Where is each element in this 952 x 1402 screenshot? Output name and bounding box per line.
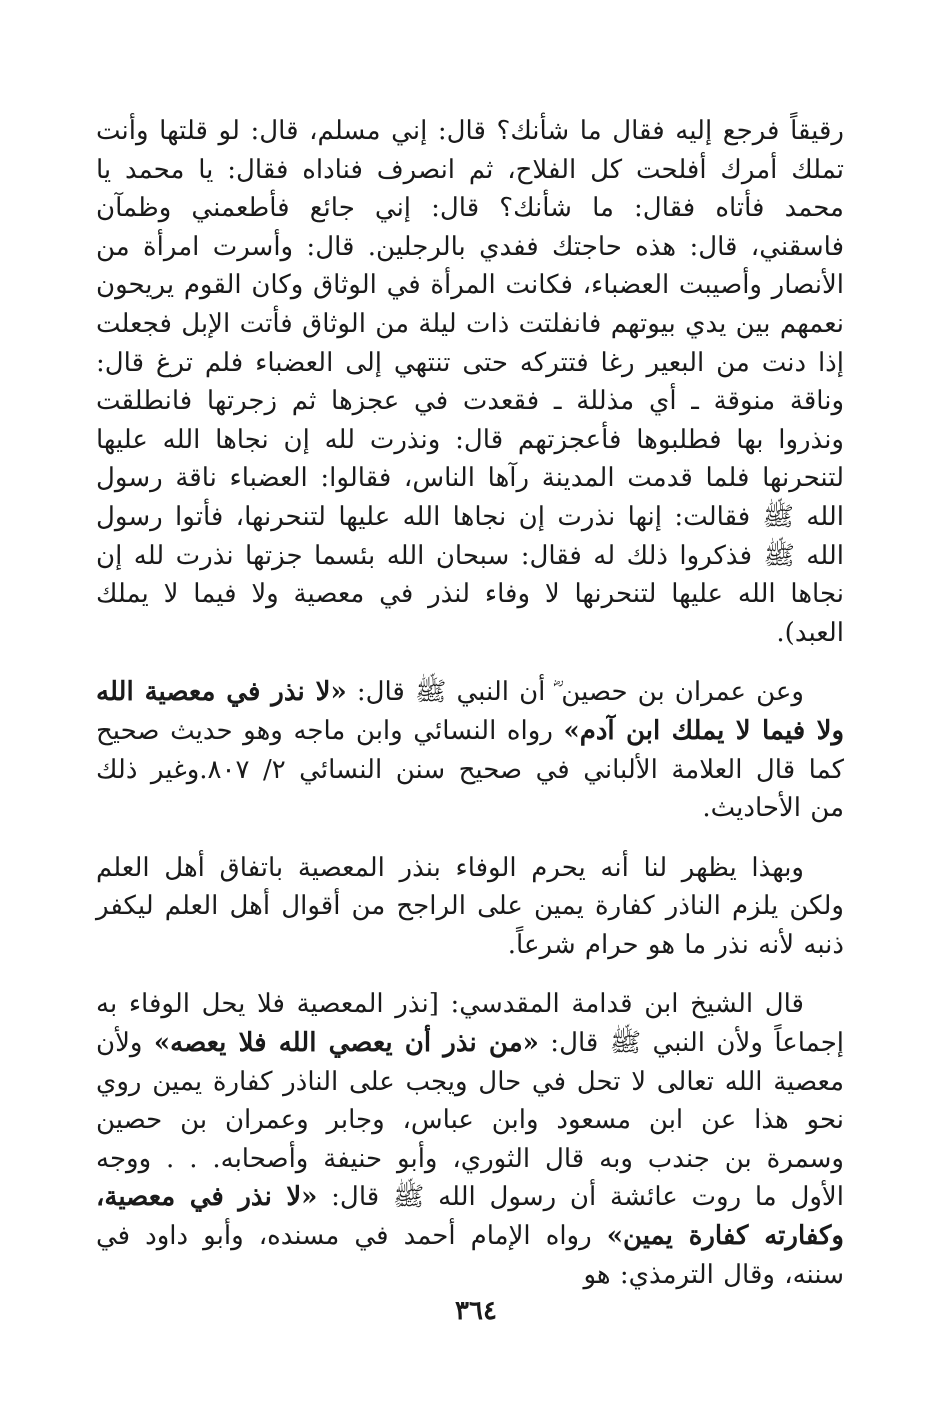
paragraph-2-text-a: وعن عمران بن حصين ؓ أن النبي ﷺ قال: — [346, 677, 804, 708]
paragraph-1-text: رقيقاً فرجع إليه فقال ما شأنك؟ قال: إني مسلم، قال: لو قلتها وأنت تملك أمرك أفلحت كل الفلاح، ثم انصرف فناداه فقال: يا محمد يا محمد فأتاه فقال: ما شأنك؟ قال: إني جائع فأطعمني وظمآن فاسقني، قال: هذه حاجتك ففدي بالرجلين. قال: وأسرت امرأة من الأنصار وأصيبت العضباء، فكانت المرأة في الوثاق وكان القوم يريحون نعمهم بين يدي بيوتهم فانفلتت ذات ليلة من الوثاق فأتت الإبل فجعلت إذا دنت من البعير رغا فتتركه حتى تنتهي إلى العضباء فلم ترغ قال: وناقة منوقة ـ أي مذللة ـ فقعدت في عجزها ثم زجرتها فانطلقت ونذروا بها فطلبوها فأعجزتهم قال: ونذرت لله إن نجاها الله عليها لتنحرنها فلما قدمت المدينة رآها الناس، فقالوا: العضباء ناقة رسول الله ﷺ فقالت: إنها نذرت إن نجاها الله عليها لتنحرنها، فأتوا رسول الله ﷺ فذكروا ذلك له فقال: سبحان الله بئسما جزتها نذرت لله إن نجاها الله عليها لتنحرنها لا وفاء لنذر في معصية ولا فيما لا يملك العبد). — [96, 116, 844, 648]
hadith-quote-1: «لا نذر في معصية الله ولا فيما لا يملك ابن آدم» — [96, 677, 844, 746]
paragraph-4-text-b: ولأن معصية الله تعالى لا تحل في حال ويجب على الناذر كفارة يمين روي نحو هذا عن ابن مسعود وابن عباس، وجابر وعمران بن حصين وسمرة بن جندب وبه قال الثوري، وأبو حنيفة وأصحابه. . . ووجه الأول ما روت عائشة أن رسول الله ﷺ قال: — [96, 1028, 844, 1213]
paragraph-2 — [96, 673, 844, 827]
paragraph-3-text: وبهذا يظهر لنا أنه يحرم الوفاء بنذر المعصية باتفاق أهل العلم ولكن يلزم الناذر كفارة يمين على الراجح من أقوال أهل العلم ليكفر ذنبه لأنه نذر ما هو حرام شرعاً. — [96, 852, 844, 960]
paragraph-2-text-b: رواه النسائي وابن ماجه وهو حديث صحيح كما قال العلامة الألباني في صحيح سنن النسائي ٢/ ٨٠٧.وغير ذلك من الأحاديث. — [96, 715, 844, 824]
paragraph-4 — [96, 985, 844, 1294]
paragraph-4-text-a: قال الشيخ ابن قدامة المقدسي: [نذر المعصية فلا يحل الوفاء به إجماعاً ولأن النبي ﷺ قال: — [96, 989, 844, 1059]
page-number: ٣٦٤ — [455, 1296, 497, 1326]
paragraph-3 — [96, 849, 844, 965]
hadith-quote-3: «لا نذر في معصية، وكفارته كفارة يمين» — [96, 1182, 844, 1252]
paragraph-4-text-c: رواه الإمام أحمد في مسنده، وأبو داود في سننه، وقال الترمذي: هو — [96, 1221, 844, 1290]
hadith-quote-2: «من نذر أن يعصي الله فلا يعصه» — [153, 1028, 539, 1059]
paragraph-1 — [96, 112, 844, 652]
